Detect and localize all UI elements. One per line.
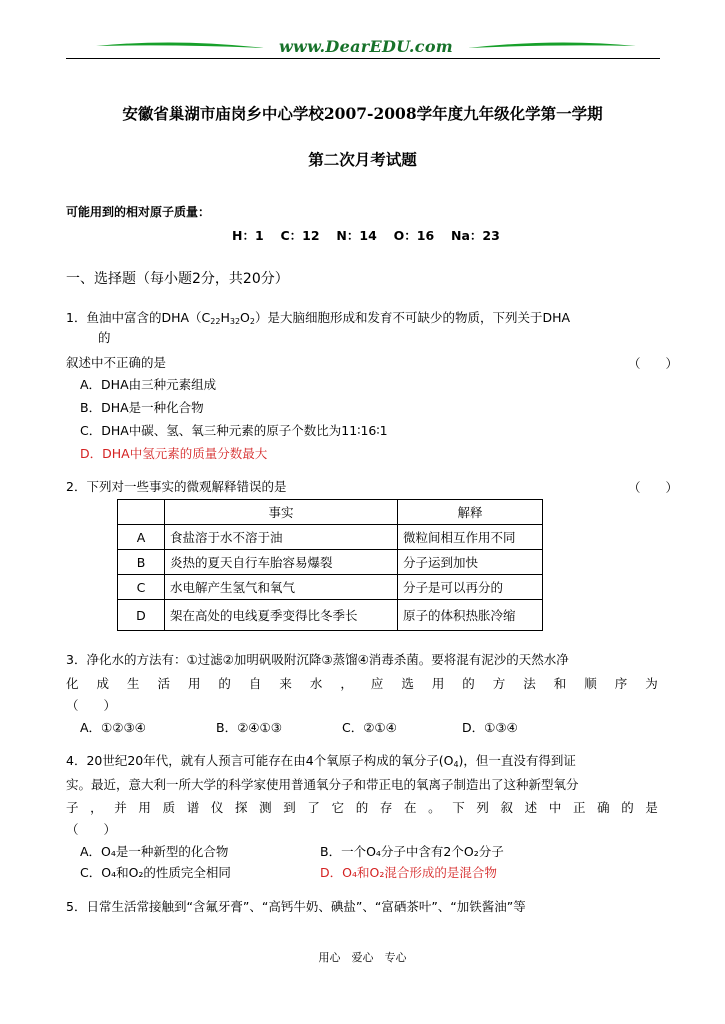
q4-line3-char: ，	[90, 800, 103, 815]
table-cell: 分子是可以再分的	[398, 575, 543, 600]
question-2-stem: 2．下列对一些事实的微观解释错误的是	[66, 479, 287, 494]
answer-blank-3: （ ）	[66, 698, 117, 713]
header-rule	[66, 58, 660, 59]
q3-line2-char: 成	[96, 676, 109, 691]
question-4-stem	[66, 752, 576, 770]
facts-table	[117, 499, 543, 631]
q4-line3-char: 用	[138, 800, 151, 815]
q4-line3-char: 确	[597, 800, 610, 815]
q1-text-a: 1．鱼油中富含的DHA（C	[66, 310, 211, 325]
q3-line2-char: 顺	[584, 676, 597, 691]
q4-line3-char: 质	[162, 800, 176, 815]
answer-blank-1: （ ）	[628, 356, 679, 371]
q1-sub-1: 22	[210, 317, 221, 326]
q4-text-a: 4．20世纪20年代，就有人预言可能存在由4个氧原子构成的氧分子(O	[66, 753, 454, 768]
q3-line2-char: 生	[126, 676, 140, 691]
table-header	[118, 500, 165, 525]
question-3-stem-line2	[66, 674, 658, 692]
q4-line3-char: 仪	[210, 800, 224, 815]
q3-line2-char: 选	[401, 676, 414, 691]
question-1-stem-line2: 叙述中不正确的是	[66, 355, 167, 370]
q3-line2-char: 法	[523, 676, 536, 691]
page-title: 安徽省巢湖市庙岗乡中心学校2007-2008学年度九年级化学第一学期	[122, 104, 603, 123]
q3-line2-char: 自	[248, 676, 262, 691]
q3-line2-char: 的	[218, 676, 231, 691]
q4-line3-char: 并	[114, 800, 127, 815]
question-4-stem-line2: 实。最近，意大利一所大学的科学家使用普通氧分子和带正电的氧离子制造出了这种新型氧分	[66, 777, 579, 792]
atomic-mass-label: 可能用到的相对原子质量：	[66, 205, 211, 219]
page-footer: 用心 爱心 专心	[318, 951, 407, 964]
q4-option-d: D．O₄和O₂混合形成的是混合物	[320, 865, 497, 880]
question-4-stem-line3	[66, 798, 658, 816]
table-cell: C	[118, 575, 165, 600]
q4-option-c: C．O₄和O₂的性质完全相同	[80, 865, 231, 880]
q4-line3-char: 列	[476, 800, 489, 815]
q1-o: O	[240, 310, 250, 325]
table-row	[118, 550, 543, 575]
q1-text-b: ）是大脑细胞形成和发育不可缺少的物质，下列关于DHA	[254, 310, 571, 325]
table-cell: 水电解产生氢气和氧气	[165, 575, 398, 600]
q4-line3-char: 的	[355, 800, 369, 815]
q1-sub-2: 32	[229, 317, 241, 326]
q3-line2-char: 为	[645, 676, 658, 691]
q3-option-d: D．①③④	[462, 720, 518, 735]
q4-line3-char: 存	[379, 800, 393, 815]
q3-line2-char: 应	[370, 676, 384, 691]
q4-line3-char: 是	[645, 800, 658, 815]
q4-option-b: B．一个O₄分子中含有2个O₂分子	[320, 844, 504, 859]
q4-line3-char: 叙	[500, 800, 514, 815]
table-cell: 分子运到加快	[398, 550, 543, 575]
q4-line3-char: 它	[331, 800, 345, 815]
q4-line3-char: 中	[548, 800, 562, 815]
table-cell: B	[118, 550, 165, 575]
table-row	[118, 600, 543, 631]
q4-line3-char: 正	[572, 800, 586, 815]
q4-line3-char: 。	[428, 800, 441, 815]
q3-line2-char: 水	[309, 676, 323, 691]
site-logo	[96, 34, 636, 60]
table-cell: 原子的体积热胀冷缩	[398, 600, 543, 631]
table-cell: 架在高处的电线夏季变得比冬季长	[165, 600, 398, 631]
question-5-stem: 5．日常生活常接触到“含氟牙膏”、“高钙牛奶、碘盐”、“富硒茶叶”、“加铁酱油”等	[66, 899, 526, 914]
q3-line2-char: 的	[462, 676, 475, 691]
q4-text-b: )，但一直没有得到证	[458, 753, 576, 768]
q3-option-b: B．②④①③	[216, 720, 282, 735]
q4-line3-char: 子	[66, 800, 79, 815]
page-subtitle: 第二次月考试题	[308, 150, 417, 169]
table-cell: 微粒间相互作用不同	[398, 525, 543, 550]
q3-line2-char: 用	[431, 676, 445, 691]
table-row	[118, 525, 543, 550]
section-heading: 一、选择题（每小题2分，共20分）	[66, 271, 289, 287]
q3-line2-char: 活	[157, 676, 170, 691]
q3-line2-char: 用	[187, 676, 201, 691]
q3-line2-char: 和	[553, 676, 567, 691]
question-3-stem: 3．净化水的方法有：①过滤②加明矾吸附沉降③蒸馏④消毒杀菌。要将混有泥沙的天然水净	[66, 652, 569, 667]
table-cell: 食盐溶于水不溶于油	[165, 525, 398, 550]
q1-option-d: D．DHA中氢元素的质量分数最大	[80, 446, 268, 461]
q4-line3-char: 述	[524, 800, 538, 815]
q1-option-c: C．DHA中碳、氢、氧三种元素的原子个数比为11∶16∶1	[80, 423, 388, 438]
table-header: 事实	[165, 500, 398, 525]
q1-option-a: A．DHA由三种元素组成	[80, 377, 217, 392]
q3-line2-char: 来	[279, 676, 292, 691]
q3-option-a: A．①②③④	[80, 720, 146, 735]
q3-line2-char: 化	[66, 676, 79, 691]
question-1-stem	[66, 309, 570, 327]
q1-option-b: B．DHA是一种化合物	[80, 400, 204, 415]
q3-line2-char: ，	[340, 676, 353, 691]
atomic-mass-values: H：1 C：12 N：14 O：16 Na：23	[232, 228, 500, 243]
table-header: 解释	[398, 500, 543, 525]
q4-line3-char: 测	[259, 800, 272, 815]
q4-sub: 4	[453, 760, 459, 769]
table-cell: 炎热的夏天自行车胎容易爆裂	[165, 550, 398, 575]
answer-blank-2: （ ）	[628, 480, 679, 495]
table-cell: D	[118, 600, 165, 631]
table-header-row	[118, 500, 543, 525]
q4-line3-char: 探	[234, 800, 248, 815]
q4-option-a: A．O₄是一种新型的化合物	[80, 844, 229, 859]
q4-line3-char: 了	[307, 800, 320, 815]
q4-line3-char: 的	[621, 800, 634, 815]
q3-line2-char: 序	[614, 676, 628, 691]
q4-line3-char: 到	[283, 800, 296, 815]
table-cell: A	[118, 525, 165, 550]
question-1-stem-cont: 的	[98, 330, 111, 345]
q1-sub-3: 2	[249, 317, 255, 326]
table-row	[118, 575, 543, 600]
q3-option-c: C．②①④	[342, 720, 397, 735]
q4-line3-char: 谱	[186, 800, 200, 815]
q3-line2-char: 方	[492, 676, 506, 691]
q1-h: H	[220, 310, 230, 325]
answer-blank-4: （ ）	[66, 822, 117, 837]
q4-line3-char: 在	[403, 800, 417, 815]
q4-line3-char: 下	[452, 800, 465, 815]
site-url: www.DearEDU.com	[278, 37, 454, 56]
